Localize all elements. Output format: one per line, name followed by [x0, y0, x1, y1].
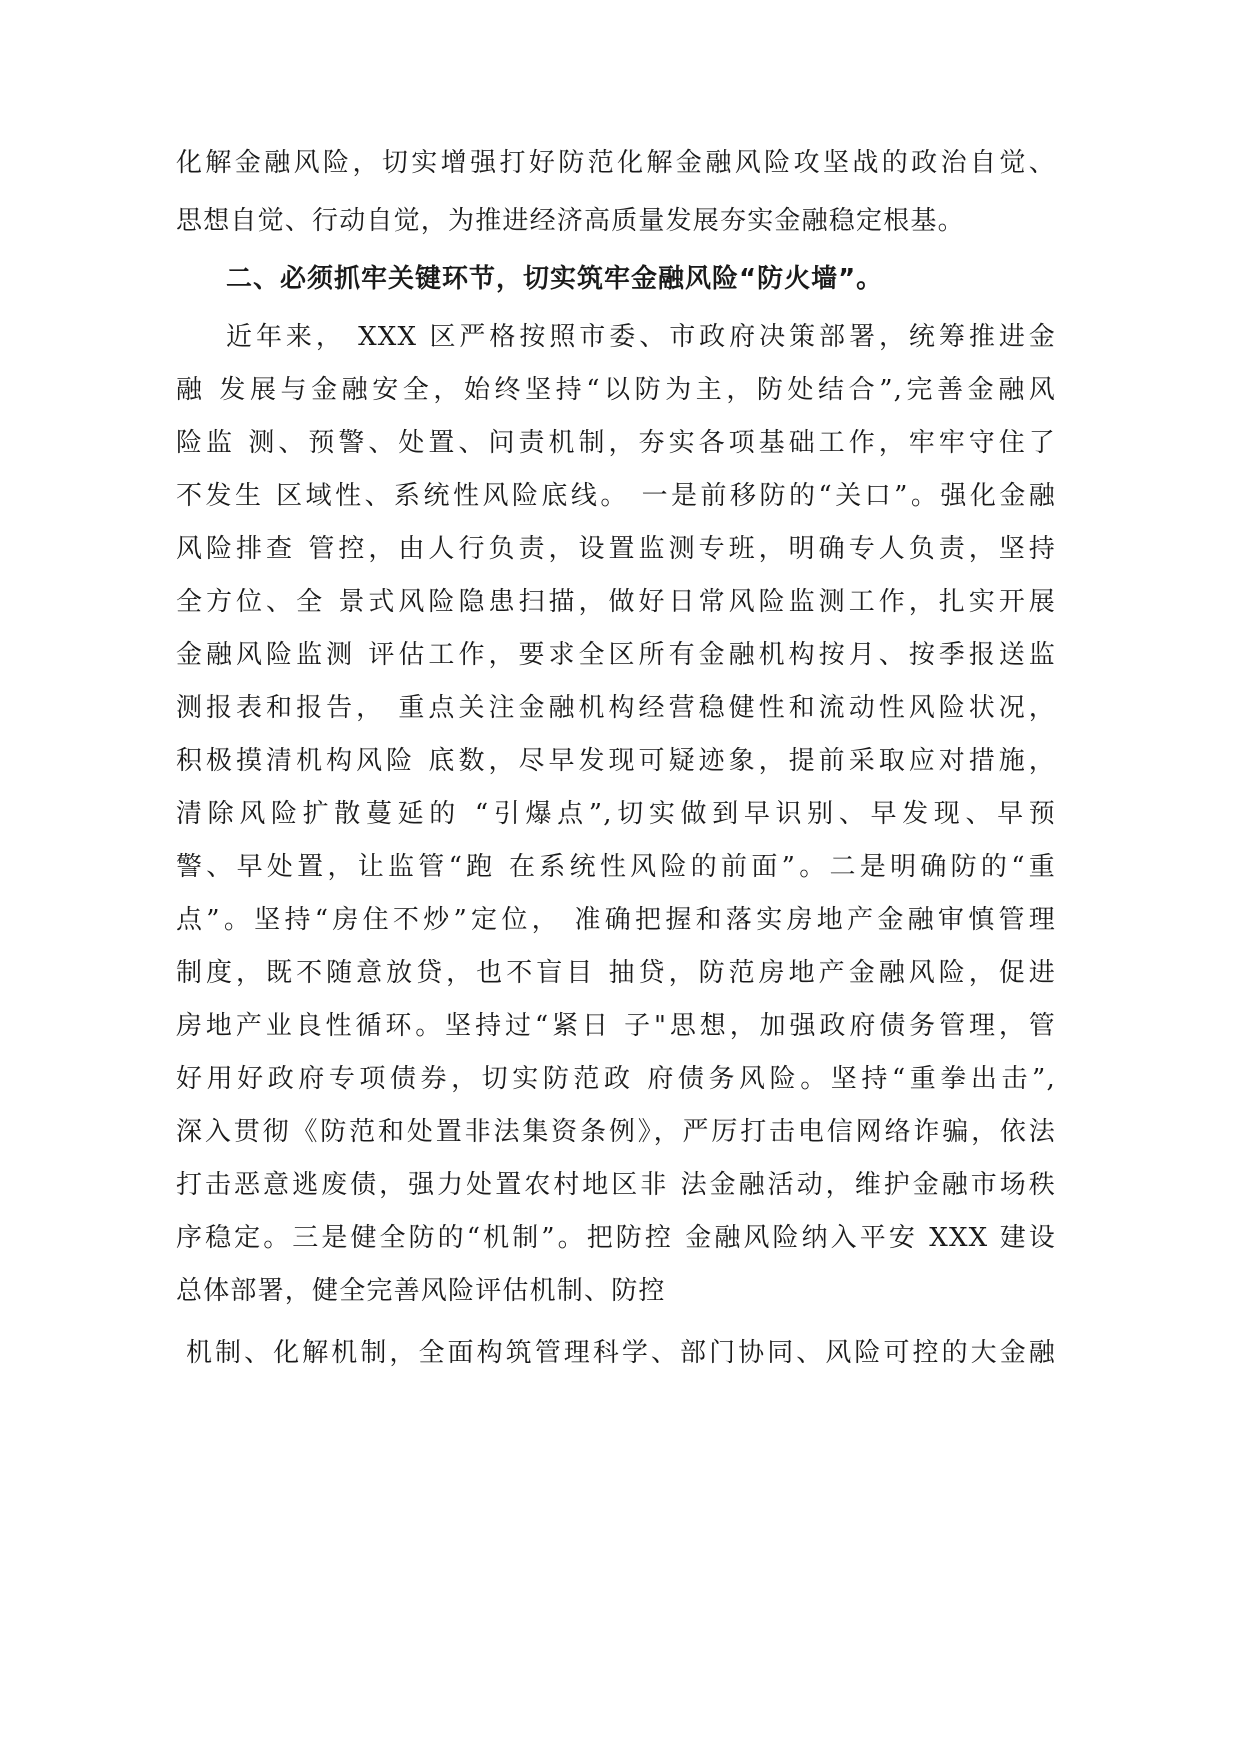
paragraph-line-1: 近年来， XXX 区严格按照市委、市政府决策部署，统筹推进金 — [226, 322, 1056, 352]
intro-line-1: 化解金融风险，切实增强打好防范化解金融风险攻坚战的政治自觉、 — [176, 148, 1056, 178]
paragraph-line-19: 总体部署，健全完善风险评估机制、防控 — [176, 1276, 666, 1306]
intro-line-2: 思想自觉、行动自觉，为推进经济高质量发展夯实金融稳定根基。 — [176, 206, 965, 236]
paragraph-line-7: 金融风险监测 评估工作，要求全区所有金融机构按月、按季报送监 — [176, 640, 1056, 670]
paragraph-line-2: 融 发展与金融安全，始终坚持“以防为主，防处结合”,完善金融风 — [176, 375, 1056, 405]
paragraph-line-17: 打击恶意逃废债，强力处置农村地区非 法金融活动，维护金融市场秩 — [176, 1170, 1056, 1200]
paragraph-line-8: 测报表和报告， 重点关注金融机构经营稳健性和流动性风险状况， — [176, 693, 1056, 723]
paragraph-line-4: 不发生 区域性、系统性风险底线。 一是前移防的“关口”。强化金融 — [176, 481, 1056, 511]
paragraph-line-11: 警、早处置，让监管“跑 在系统性风险的前面”。二是明确防的“重 — [176, 852, 1056, 882]
paragraph-line-18: 序稳定。三是健全防的“机制”。把防控 金融风险纳入平安 XXX 建设 — [176, 1223, 1056, 1253]
paragraph-line-14: 房地产业良性循环。坚持过“紧日 子"思想，加强政府债务管理，管 — [176, 1011, 1056, 1041]
paragraph-line-5: 风险排查 管控，由人行负责，设置监测专班，明确专人负责，坚持 — [176, 534, 1056, 564]
paragraph-line-10: 清除风险扩散蔓延的 “引爆点”,切实做到早识别、早发现、早预 — [176, 799, 1056, 829]
paragraph-line-16: 深入贯彻《防范和处置非法集资条例》，严厉打击电信网络诈骗，依法 — [176, 1117, 1056, 1147]
section-heading: 二、必须抓牢关键环节，切实筑牢金融风险“防火墙”。 — [226, 264, 884, 294]
closing-line: 机制、化解机制，全面构筑管理科学、部门协同、风险可控的大金融 — [186, 1338, 1056, 1368]
paragraph-line-3: 险监 测、预警、处置、问责机制，夯实各项基础工作，牢牢守住了 — [176, 428, 1056, 458]
paragraph-line-12: 点”。坚持“房住不炒”定位， 准确把握和落实房地产金融审慎管理 — [176, 905, 1056, 935]
paragraph-line-15: 好用好政府专项债券，切实防范政 府债务风险。坚持“重拳出击”, — [176, 1064, 1056, 1094]
paragraph-line-9: 积极摸清机构风险 底数，尽早发现可疑迹象，提前采取应对措施， — [176, 746, 1056, 776]
paragraph-line-13: 制度，既不随意放贷，也不盲目 抽贷，防范房地产金融风险，促进 — [176, 958, 1056, 988]
paragraph-line-6: 全方位、全 景式风险隐患扫描，做好日常风险监测工作，扎实开展 — [176, 587, 1056, 617]
